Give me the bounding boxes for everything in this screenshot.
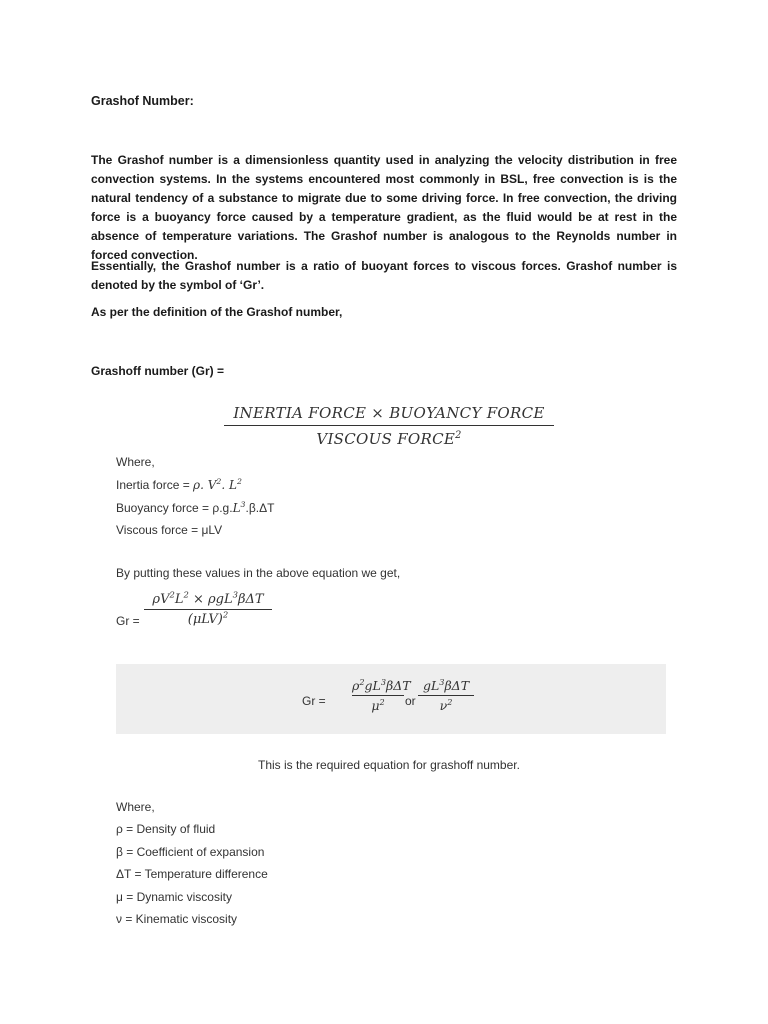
gr-label-2: Gr = — [302, 694, 326, 708]
definition-temperature: ΔT = Temperature difference — [116, 867, 268, 881]
fraction-bar — [224, 425, 554, 426]
equation-figure — [114, 392, 674, 932]
required-equation-text: This is the required equation for grashoff number. — [258, 758, 520, 772]
main-fraction: INERTIA FORCE × BUOYANCY FORCE VISCOUS FORCE$^2$ — [224, 404, 554, 448]
where-label: Where, — [116, 455, 155, 469]
paragraph-per-definition: As per the definition of the Grashof number, — [91, 305, 343, 319]
paragraph-ratio: Essentially, the Grashof number is a ratio of buoyant forces to viscous forces. Grashof number is denoted by the symbol of ‘Gr’. — [91, 259, 677, 292]
gr-label: Gr = — [116, 614, 140, 628]
definition-expansion: β = Coefficient of expansion — [116, 845, 265, 859]
inertia-force-line: Inertia force = ρ. $V^2$. $L^2$ — [116, 477, 242, 492]
main-numerator: INERTIA FORCE × BUOYANCY FORCE — [233, 404, 545, 422]
main-denominator: VISCOUS FORCE — [316, 430, 456, 448]
putting-values-text: By putting these values in the above equation we get, — [116, 566, 401, 580]
result-fraction-2: $gL^3\beta\Delta T$ $\nu^2$ — [418, 678, 474, 713]
buoyancy-force-line: Buoyancy force = $\rho.g.L^3.\beta.\Delta T$ — [116, 500, 275, 515]
section-heading: Grashof Number: — [91, 94, 194, 108]
gr-fraction: $\rho V^2L^2 \times \rho gL^3\beta\Delta T$ $(\mu LV)^2$ — [144, 592, 272, 627]
definition-density: ρ = Density of fluid — [116, 822, 216, 836]
viscous-force-line: Viscous force = μLV — [116, 523, 223, 537]
result-fraction-1: $\rho^2gL^3\beta\Delta T$ $\mu^2$ — [352, 676, 411, 713]
definition-kinematic-viscosity: ν = Kinematic viscosity — [116, 912, 238, 926]
paragraph-definition: The Grashof number is a dimensionless quantity used in analyzing the velocity distribution in free convection systems. In the systems encountered most commonly in BSL, free convection is is the natural tendency of a substance to migrate due to some driving force. In free convection, the driving force is a buoyancy force caused by a temperature gradient, as the fluid would be at rest in the absence of temperature variations. The Grashof number is analogous to the Reynolds number in forced convection. — [91, 153, 677, 262]
where-label-2: Where, — [116, 800, 155, 814]
or-text: or — [405, 694, 416, 708]
paragraph-grashoff-equals: Grashoff number (Gr) = — [91, 364, 225, 378]
definition-dynamic-viscosity: μ = Dynamic viscosity — [116, 890, 232, 904]
